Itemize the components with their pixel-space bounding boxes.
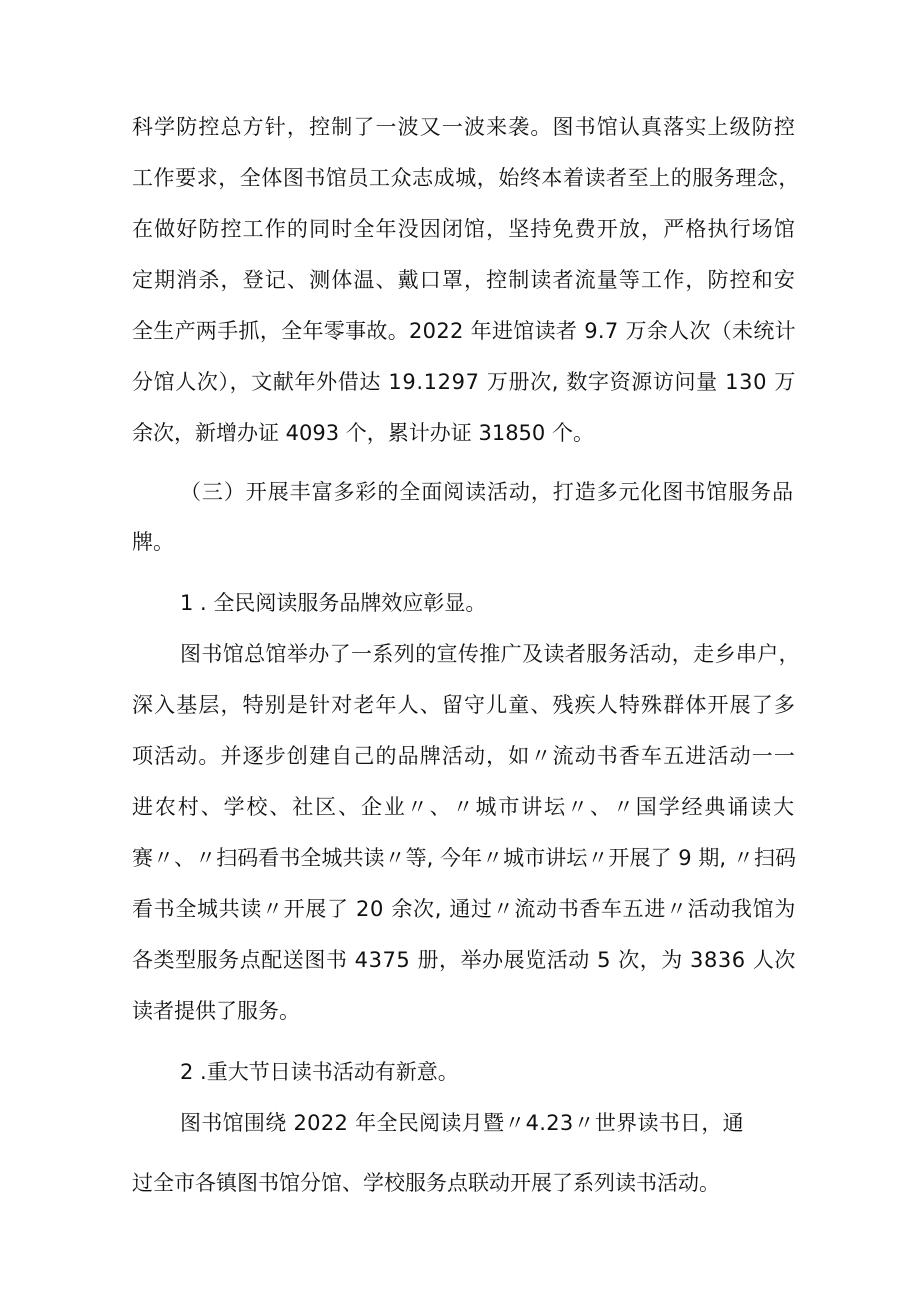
paragraph-1-line-2: 工作要求，全体图书馆员工众志成城，始终本着读者至上的服务理念， [132, 166, 800, 190]
paragraph-2-line-4: 进农村、学校、社区、企业〃、〃城市讲坛〃、〃国学经典诵读大 [132, 795, 797, 819]
subheading-1: 1 . 全民阅读服务品牌效应彰显。 [180, 591, 487, 615]
section-heading-3-line-1: （三）开展丰富多彩的全面阅读活动，打造多元化图书馆服务品 [180, 480, 795, 504]
paragraph-2-line-3: 项活动。并逐步创建自己的品牌活动，如〃流动书香车五进活动一一 [132, 744, 796, 768]
paragraph-2-line-1: 图书馆总馆举办了一系列的宣传推广及读者服务活动，走乡串户， [180, 642, 800, 666]
paragraph-3-line-1: 图书馆围绕 2022 年全民阅读月暨〃4.23〃世界读书日，通 [180, 1111, 744, 1135]
paragraph-2-line-2: 深入基层，特别是针对老年人、留守儿童、残疾人特殊群体开展了多 [132, 693, 796, 717]
paragraph-2-line-6: 看书全城共读〃开展了 20 余次, 通过〃流动书香车五进〃活动我馆为 [132, 897, 796, 921]
paragraph-2-line-7: 各类型服务点配送图书 4375 册，举办展览活动 5 次，为 3836 人次 [132, 948, 796, 972]
paragraph-1-line-5: 全生产两手抓，全年零事故。2022 年进馆读者 9.7 万余人次（未统计 [132, 319, 796, 343]
subheading-2: 2 .重大节日读书活动有新意。 [180, 1060, 459, 1084]
paragraph-1-line-1: 科学防控总方针，控制了一波又一波来袭。图书馆认真落实上级防控 [132, 115, 796, 139]
paragraph-2-line-8: 读者提供了服务。 [132, 999, 300, 1023]
paragraph-1-line-4: 定期消杀，登记、测体温、戴口罩，控制读者流量等工作，防控和安 [132, 268, 796, 292]
paragraph-1-line-6: 分馆人次），文献年外借达 19.1297 万册次, 数字资源访问量 130 万 [132, 370, 797, 394]
paragraph-1-line-3: 在做好防控工作的同时全年没因闭馆，坚持免费开放，严格执行场馆 [132, 217, 796, 241]
paragraph-1-line-7: 余次，新增办证 4093 个，累计办证 31850 个。 [132, 421, 594, 445]
paragraph-3-line-2: 过全市各镇图书馆分馆、学校服务点联动开展了系列读书活动。 [132, 1171, 720, 1195]
paragraph-2-line-5: 赛〃、〃扫码看书全城共读〃等, 今年〃城市讲坛〃开展了 9 期, 〃扫码 [132, 846, 796, 870]
section-heading-3-line-2: 牌。 [132, 530, 174, 554]
